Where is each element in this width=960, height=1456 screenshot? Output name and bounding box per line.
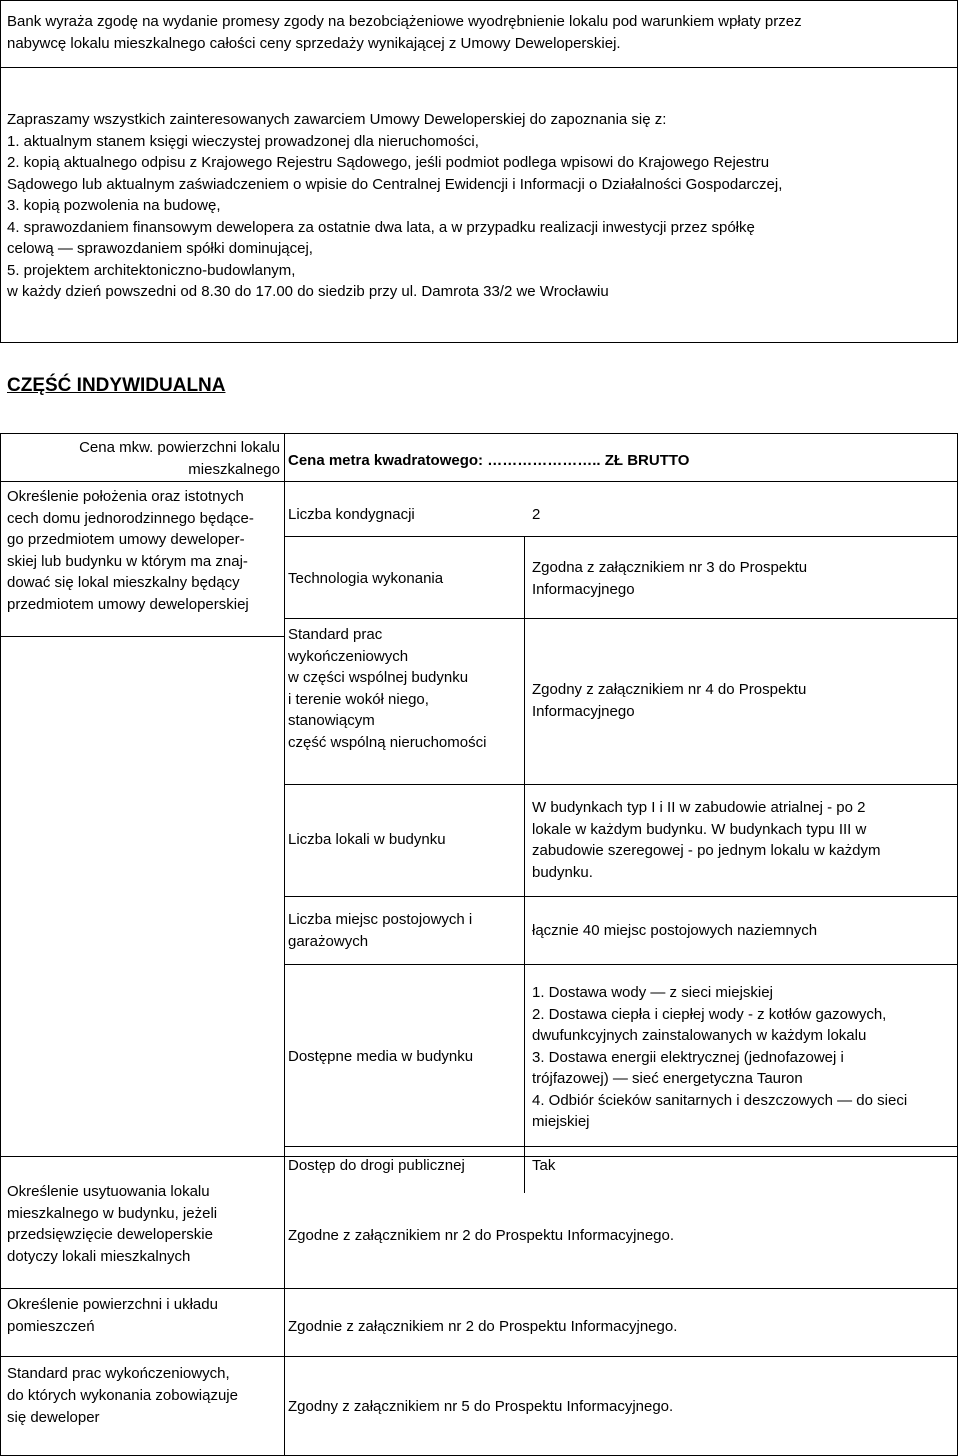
unit-location-label-line: Określenie usytuowania lokalu — [7, 1183, 210, 1200]
invitation-line: 4. sprawozdaniem finansowym dewelopera za ostatnie dwa lata, a w przypadku realizacji inwestycji przez spółkę — [7, 218, 755, 236]
utilities-value-line: miejskiej — [532, 1113, 590, 1130]
finishing-common-label-line: w części wspólnej budynku — [288, 669, 469, 686]
location-label-line: cech domu jednorodzinnego będące- — [7, 509, 254, 527]
area-layout-value: Zgodnie z załącznikiem nr 2 do Prospektu Informacyjnego. — [288, 1318, 678, 1335]
finishing-standard-label-line: do których wykonania zobowiązuje — [7, 1387, 238, 1404]
units-count-label: Liczba lokali w budynku — [288, 831, 446, 848]
table-divider — [0, 636, 284, 637]
invitation-line: 5. projektem architektoniczno-budowlanym, — [7, 261, 296, 279]
finishing-standard-label-line: się deweloper — [7, 1409, 100, 1426]
finishing-standard-value: Zgodny z załącznikiem nr 5 do Prospektu Informacyjnego. — [288, 1398, 674, 1415]
invitation-text — [7, 109, 782, 303]
finishing-common-label-line: i terenie wokół niego, — [288, 690, 429, 708]
table-divider — [284, 536, 958, 537]
utilities-value-line: 1. Dostawa wody — z sieci miejskiej — [532, 984, 773, 1001]
units-count-value-line: W budynkach typ I i II w zabudowie atrialnej - po 2 — [532, 799, 866, 816]
technology-value-line: Zgodna z załącznikiem nr 3 do Prospektu — [532, 559, 808, 576]
invitation-line: celową — sprawozdaniem spółki dominującej, — [7, 240, 313, 257]
price-label-line-1: Cena mkw. powierzchni lokalu — [79, 439, 280, 456]
utilities-value-line: 2. Dostawa ciepła i ciepłej wody - z kotłów gazowych, — [532, 1005, 887, 1023]
finishing-common-label-line: wykończeniowych — [288, 647, 409, 665]
location-label-line: skiej lub budynku w którym ma znaj- — [7, 552, 248, 570]
location-label-line: Określenie położenia oraz istotnych — [7, 488, 244, 505]
floors-label: Liczba kondygnacji — [288, 506, 415, 523]
utilities-label: Dostępne media w budynku — [288, 1048, 474, 1065]
table-divider — [284, 618, 958, 619]
invitation-line: 1. aktualnym stanem księgi wieczystej prowadzonej dla nieruchomości, — [7, 132, 479, 150]
utilities-value — [532, 982, 907, 1133]
section-title: CZĘŚĆ INDYWIDUALNA — [7, 375, 226, 396]
price-label-line-2: mieszkalnego — [188, 461, 280, 478]
units-count-value-line: lokale w każdym budynku. W budynkach typu III w — [532, 820, 867, 838]
location-label-line: przedmiotem umowy deweloperskiej — [7, 595, 249, 613]
area-layout-label-line: Określenie powierzchni i układu — [7, 1296, 218, 1313]
invitation-line: 2. kopią aktualnego odpisu z Krajowego Rejestru Sądowego, jeśli podmiot podlega wpisowi do Krajowego Rejestru — [7, 154, 770, 171]
table-divider — [284, 784, 958, 785]
floors-value: 2 — [532, 506, 541, 523]
approval-line-2: nabywcę lokalu mieszkalnego całości ceny sprzedaży wynikającej z Umowy Deweloperskiej. — [7, 35, 621, 52]
utilities-value-line: 4. Odbiór ścieków sanitarnych i deszczowych — do sieci — [532, 1091, 908, 1109]
technology-value-line: Informacyjnego — [532, 581, 635, 598]
table-divider — [284, 1146, 958, 1147]
units-count-value-line: zabudowie szeregowej - po jednym lokalu w każdym — [532, 842, 881, 859]
table-divider — [0, 481, 958, 482]
utilities-value-line: 3. Dostawa energii elektrycznej (jednofazowej i — [532, 1048, 844, 1066]
table-divider — [284, 896, 958, 897]
unit-location-label-line: mieszkalnego w budynku, jeżeli — [7, 1204, 218, 1222]
table-divider — [0, 1156, 958, 1157]
table-divider — [524, 536, 525, 1193]
parking-label-line: Liczba miejsc postojowych i — [288, 911, 473, 928]
unit-location-value: Zgodne z załącznikiem nr 2 do Prospektu Informacyjnego. — [288, 1227, 675, 1244]
road-access-value: Tak — [532, 1157, 556, 1174]
utilities-value-line: trójfazowej) — sieć energetyczna Tauron — [532, 1070, 803, 1087]
parking-label-line: garażowych — [288, 933, 369, 950]
invitation-line: Zapraszamy wszystkich zainteresowanych zawarciem Umowy Deweloperskiej do zapoznania się z: — [7, 111, 667, 128]
table-divider — [0, 1356, 958, 1357]
unit-location-label — [7, 1181, 217, 1267]
road-access-label: Dostęp do drogi publicznej — [288, 1157, 465, 1174]
finishing-common-label-line: Standard prac — [288, 626, 383, 643]
technology-label: Technologia wykonania — [288, 570, 444, 587]
price-value: Cena metra kwadratowego: ………………….. ZŁ BRUTTO — [288, 452, 690, 469]
table-divider — [0, 1288, 958, 1289]
invitation-line: Sądowego lub aktualnym zaświadczeniem o wpisie do Centralnej Ewidencji i Informacji o Działalności Gospodarczej, — [7, 175, 783, 193]
finishing-common-label — [288, 624, 486, 753]
location-label — [7, 486, 254, 615]
finishing-common-value-line: Informacyjnego — [532, 703, 635, 720]
location-label-line: go przedmiotem umowy deweloper- — [7, 531, 245, 548]
units-count-value-line: budynku. — [532, 863, 593, 881]
finishing-common-label-line: część wspólną nieruchomości — [288, 733, 487, 751]
parking-value: łącznie 40 miejsc postojowych naziemnych — [532, 922, 818, 939]
invitation-line: w każdy dzień powszedni od 8.30 do 17.00 do siedzib przy ul. Damrota 33/2 we Wrocławiu — [7, 283, 609, 300]
units-count-value — [532, 797, 881, 883]
invitation-line: 3. kopią pozwolenia na budowę, — [7, 197, 221, 214]
approval-line-1: Bank wyraża zgodę na wydanie promesy zgody na bezobciążeniowe wyodrębnienie lokalu pod warunkiem wpłaty przez — [7, 13, 802, 30]
finishing-common-value-line: Zgodny z załącznikiem nr 4 do Prospektu — [532, 681, 807, 698]
finishing-common-label-line: stanowiącym — [288, 712, 375, 729]
unit-location-label-line: dotyczy lokali mieszkalnych — [7, 1247, 191, 1265]
area-layout-label-line: pomieszczeń — [7, 1318, 95, 1335]
utilities-value-line: dwufunkcyjnych zainstalowanych w każdym lokalu — [532, 1027, 867, 1044]
table-divider — [284, 964, 958, 965]
table-divider — [284, 433, 285, 1456]
finishing-standard-label-line: Standard prac wykończeniowych, — [7, 1365, 230, 1382]
unit-location-label-line: przedsięwzięcie deweloperskie — [7, 1226, 213, 1243]
location-label-line: dować się lokal mieszkalny będący — [7, 574, 240, 591]
